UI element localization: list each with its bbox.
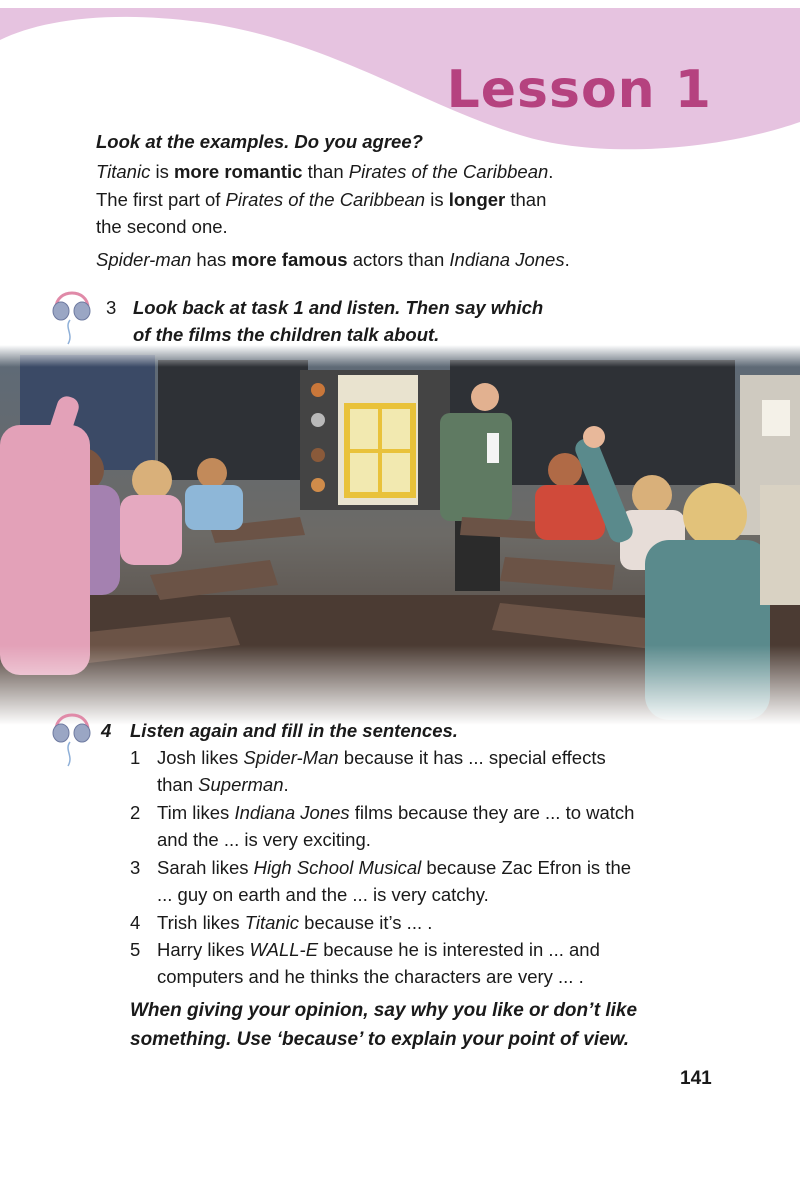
headphones-icon: [48, 704, 96, 768]
task-3-number: 3: [106, 297, 117, 318]
examples-heading: Look at the examples. Do you agree?: [96, 131, 423, 152]
lesson-title: Lesson 1: [446, 60, 712, 120]
classroom-photo: [0, 345, 800, 725]
task-4-number: 4: [101, 720, 112, 741]
example-line-4: Spider-man has more famous actors than Indiana Jones.: [96, 249, 570, 270]
task-4-heading: Listen again and fill in the sentences.: [130, 720, 458, 741]
task-3-line-2: of the films the children talk about.: [133, 324, 440, 345]
opinion-tip: When giving your opinion, say why you like or don’t like something. Use ‘because’ to explain your point of view.: [130, 1000, 638, 1050]
example-line-3: the second one.: [96, 216, 228, 237]
example-line-2: The first part of Pirates of the Caribbean is longer than: [96, 189, 547, 210]
example-line-1: Titanic is more romantic than Pirates of the Caribbean.: [96, 161, 554, 182]
headphones-icon: [48, 282, 96, 346]
task-3-line-1: Look back at task 1 and listen. Then say which: [133, 297, 544, 318]
page-number: 141: [680, 1068, 712, 1089]
